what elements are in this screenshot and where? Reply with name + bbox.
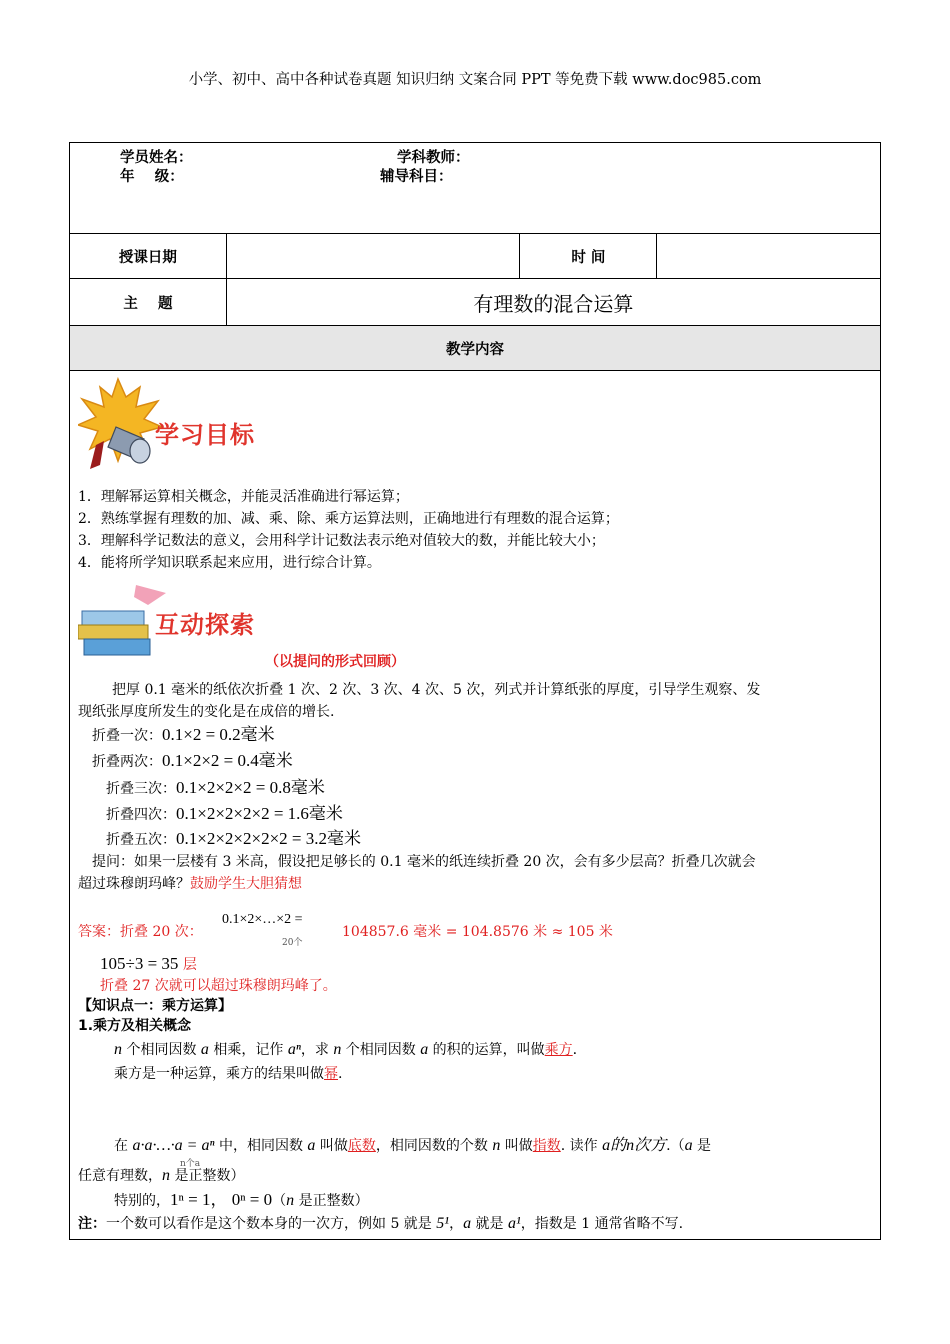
text: 是 — [692, 1138, 712, 1154]
var-n: n — [114, 1041, 122, 1058]
fold-5 — [106, 830, 361, 849]
text: 一个数可以看作是这个数本身的一次方，例如 5 就是 — [106, 1216, 437, 1232]
goal-1: 1．理解幂运算相关概念，并能灵活准确进行幂运算； — [78, 489, 409, 505]
knowledge-point-1: 【知识点一：乘方运算】 — [78, 998, 232, 1014]
fold-expr: 0.1×2×2×2 = 0.8毫米 — [176, 778, 325, 797]
var-a: a — [200, 1041, 209, 1058]
text: .（ — [666, 1138, 685, 1154]
fold-label: 折叠两次： — [92, 754, 162, 770]
var-n: n — [492, 1137, 501, 1154]
definition-line — [114, 1041, 577, 1059]
text: 特别的， — [114, 1193, 170, 1209]
interactive-banner: 互动探索 — [155, 611, 255, 639]
product-expr: a·a·…·a = aⁿ — [132, 1137, 215, 1154]
text: . — [338, 1066, 343, 1082]
goal-3: 3．理解科学记数法的意义，会用科学计记数法表示绝对值较大的数，并能比较大小； — [78, 533, 605, 549]
question-text: 超过珠穆朗玛峰？ — [78, 876, 190, 892]
text: （ — [272, 1193, 287, 1209]
fold-label: 折叠四次： — [106, 807, 176, 823]
date-value[interactable] — [226, 234, 520, 279]
intro-line-1: 把厚 0.1 毫米的纸依次折叠 1 次、2 次、3 次、4 次、5 次，列式并计算纸张的厚度，引导学生观察、发 — [112, 682, 761, 698]
date-label: 授课日期 — [70, 234, 227, 279]
var-a: a — [684, 1137, 693, 1154]
text: 在 — [114, 1138, 133, 1154]
encourage-note: 鼓励学生大胆猜想 — [190, 876, 302, 892]
answer-expr: 0.1×2×…×2 = — [222, 912, 303, 927]
text: ，求 — [300, 1042, 334, 1058]
time-value[interactable] — [657, 234, 881, 279]
text: ，指数是 1 通常省略不写. — [520, 1216, 684, 1232]
text: 个相同因数 — [122, 1042, 201, 1058]
teacher-label: 学科教师： — [397, 150, 470, 166]
learning-goals-banner: 学习目标 — [155, 421, 255, 449]
note-line — [78, 1215, 683, 1233]
text: 叫做 — [315, 1138, 348, 1154]
note-label: 注： — [78, 1216, 106, 1232]
base-exponent-line — [114, 1137, 711, 1155]
knowledge-point-1-sub: 1.乘方及相关概念 — [78, 1018, 192, 1034]
fold-3 — [106, 779, 325, 798]
rational-line — [78, 1167, 244, 1185]
a-power-n: aⁿ — [287, 1041, 301, 1058]
text: 个相同因数 — [341, 1042, 421, 1058]
lesson-table — [69, 142, 881, 1240]
fold-1 — [92, 726, 275, 745]
fold-label: 折叠三次： — [106, 781, 176, 797]
question-line-1: 提问：如果一层楼有 3 米高，假设把足够长的 0.1 毫米的纸连续折叠 20 次，会有多少层高？折叠几次就会 — [92, 854, 756, 870]
text: . 读作 — [560, 1138, 603, 1154]
text: . — [572, 1042, 578, 1058]
page-header: 小学、初中、高中各种试卷真题 知识归纳 文案合同 PPT 等免费下载 www.doc985.com — [188, 72, 762, 88]
a-power-one: a¹ — [507, 1215, 521, 1232]
info-cell — [70, 143, 881, 234]
five-power-one: 5¹ — [436, 1215, 450, 1232]
goal-2: 2．熟练掌握有理数的加、减、乘、除、乘方运算法则，正确地进行有理数的混合运算； — [78, 511, 619, 527]
answer-label: 答案：折叠 20 次： — [78, 924, 203, 940]
var-n: n — [333, 1041, 342, 1058]
term-base: 底数 — [347, 1138, 376, 1154]
topic-value: 有理数的混合运算 — [226, 279, 880, 326]
var-a: a — [420, 1041, 429, 1058]
fold-expr: 0.1×2×2 = 0.4毫米 — [162, 751, 293, 770]
floors-expr: 105÷3 = 35 — [100, 954, 179, 973]
section-title: 教学内容 — [70, 326, 881, 371]
fold-4 — [106, 805, 343, 824]
question-line-2 — [78, 875, 302, 893]
time-label: 时 间 — [520, 234, 657, 279]
student-name-label: 学员姓名： — [120, 150, 193, 166]
grade-label: 年 级： — [120, 169, 184, 185]
fold-label: 折叠五次： — [106, 832, 176, 848]
special-cases: 1ⁿ = 1， 0ⁿ = 0 — [170, 1190, 273, 1209]
text: 是正整数） — [294, 1193, 369, 1209]
term-power-operation: 乘方 — [544, 1042, 573, 1058]
answer-underbrace-label: 20个 — [282, 938, 303, 948]
var-a: a — [307, 1137, 316, 1154]
text: 中，相同因数 — [214, 1138, 308, 1154]
term-power: 幂 — [324, 1066, 338, 1082]
topic-label: 主 题 — [70, 279, 227, 326]
power-line — [114, 1065, 342, 1083]
var-a: a — [463, 1215, 472, 1232]
fold-expr: 0.1×2 = 0.2毫米 — [162, 725, 275, 744]
text: ， — [449, 1216, 464, 1232]
goal-4: 4．能将所学知识联系起来应用，进行综合计算。 — [78, 555, 381, 571]
text: 就是 — [471, 1216, 508, 1232]
text: 乘方是一种运算，乘方的结果叫做 — [114, 1066, 324, 1082]
var-n: n — [286, 1192, 295, 1209]
text: 任意有理数， — [78, 1168, 162, 1184]
intro-line-2: 现纸张厚度所发生的变化是在成倍的增长. — [78, 704, 335, 720]
text: 相乘，记作 — [208, 1042, 288, 1058]
text: ，相同因数的个数 — [375, 1138, 493, 1154]
content-cell — [70, 371, 881, 1240]
fold-expr: 0.1×2×2×2×2×2 = 3.2毫米 — [176, 829, 362, 848]
product-underbrace-label: n个a — [180, 1159, 201, 1169]
review-note: （以提问的形式回顾） — [265, 654, 405, 670]
text: 的积的运算，叫做 — [428, 1042, 545, 1058]
reading: a的n次方 — [602, 1137, 667, 1154]
fold-27-note: 折叠 27 次就可以超过珠穆朗玛峰了。 — [100, 978, 337, 994]
text: 是正整数） — [170, 1168, 245, 1184]
fold-label: 折叠一次： — [92, 728, 162, 744]
floors-line — [100, 955, 197, 974]
term-exponent: 指数 — [532, 1138, 561, 1154]
fold-expr: 0.1×2×2×2×2 = 1.6毫米 — [176, 804, 343, 823]
answer-result: 104857.6 毫米 = 104.8576 米 ≈ 105 米 — [342, 924, 613, 940]
fold-2 — [92, 752, 293, 771]
var-n: n — [162, 1167, 170, 1184]
special-line — [114, 1191, 369, 1210]
subject-label: 辅导科目： — [380, 169, 453, 185]
floors-unit: 层 — [182, 957, 197, 973]
text: 叫做 — [500, 1138, 533, 1154]
